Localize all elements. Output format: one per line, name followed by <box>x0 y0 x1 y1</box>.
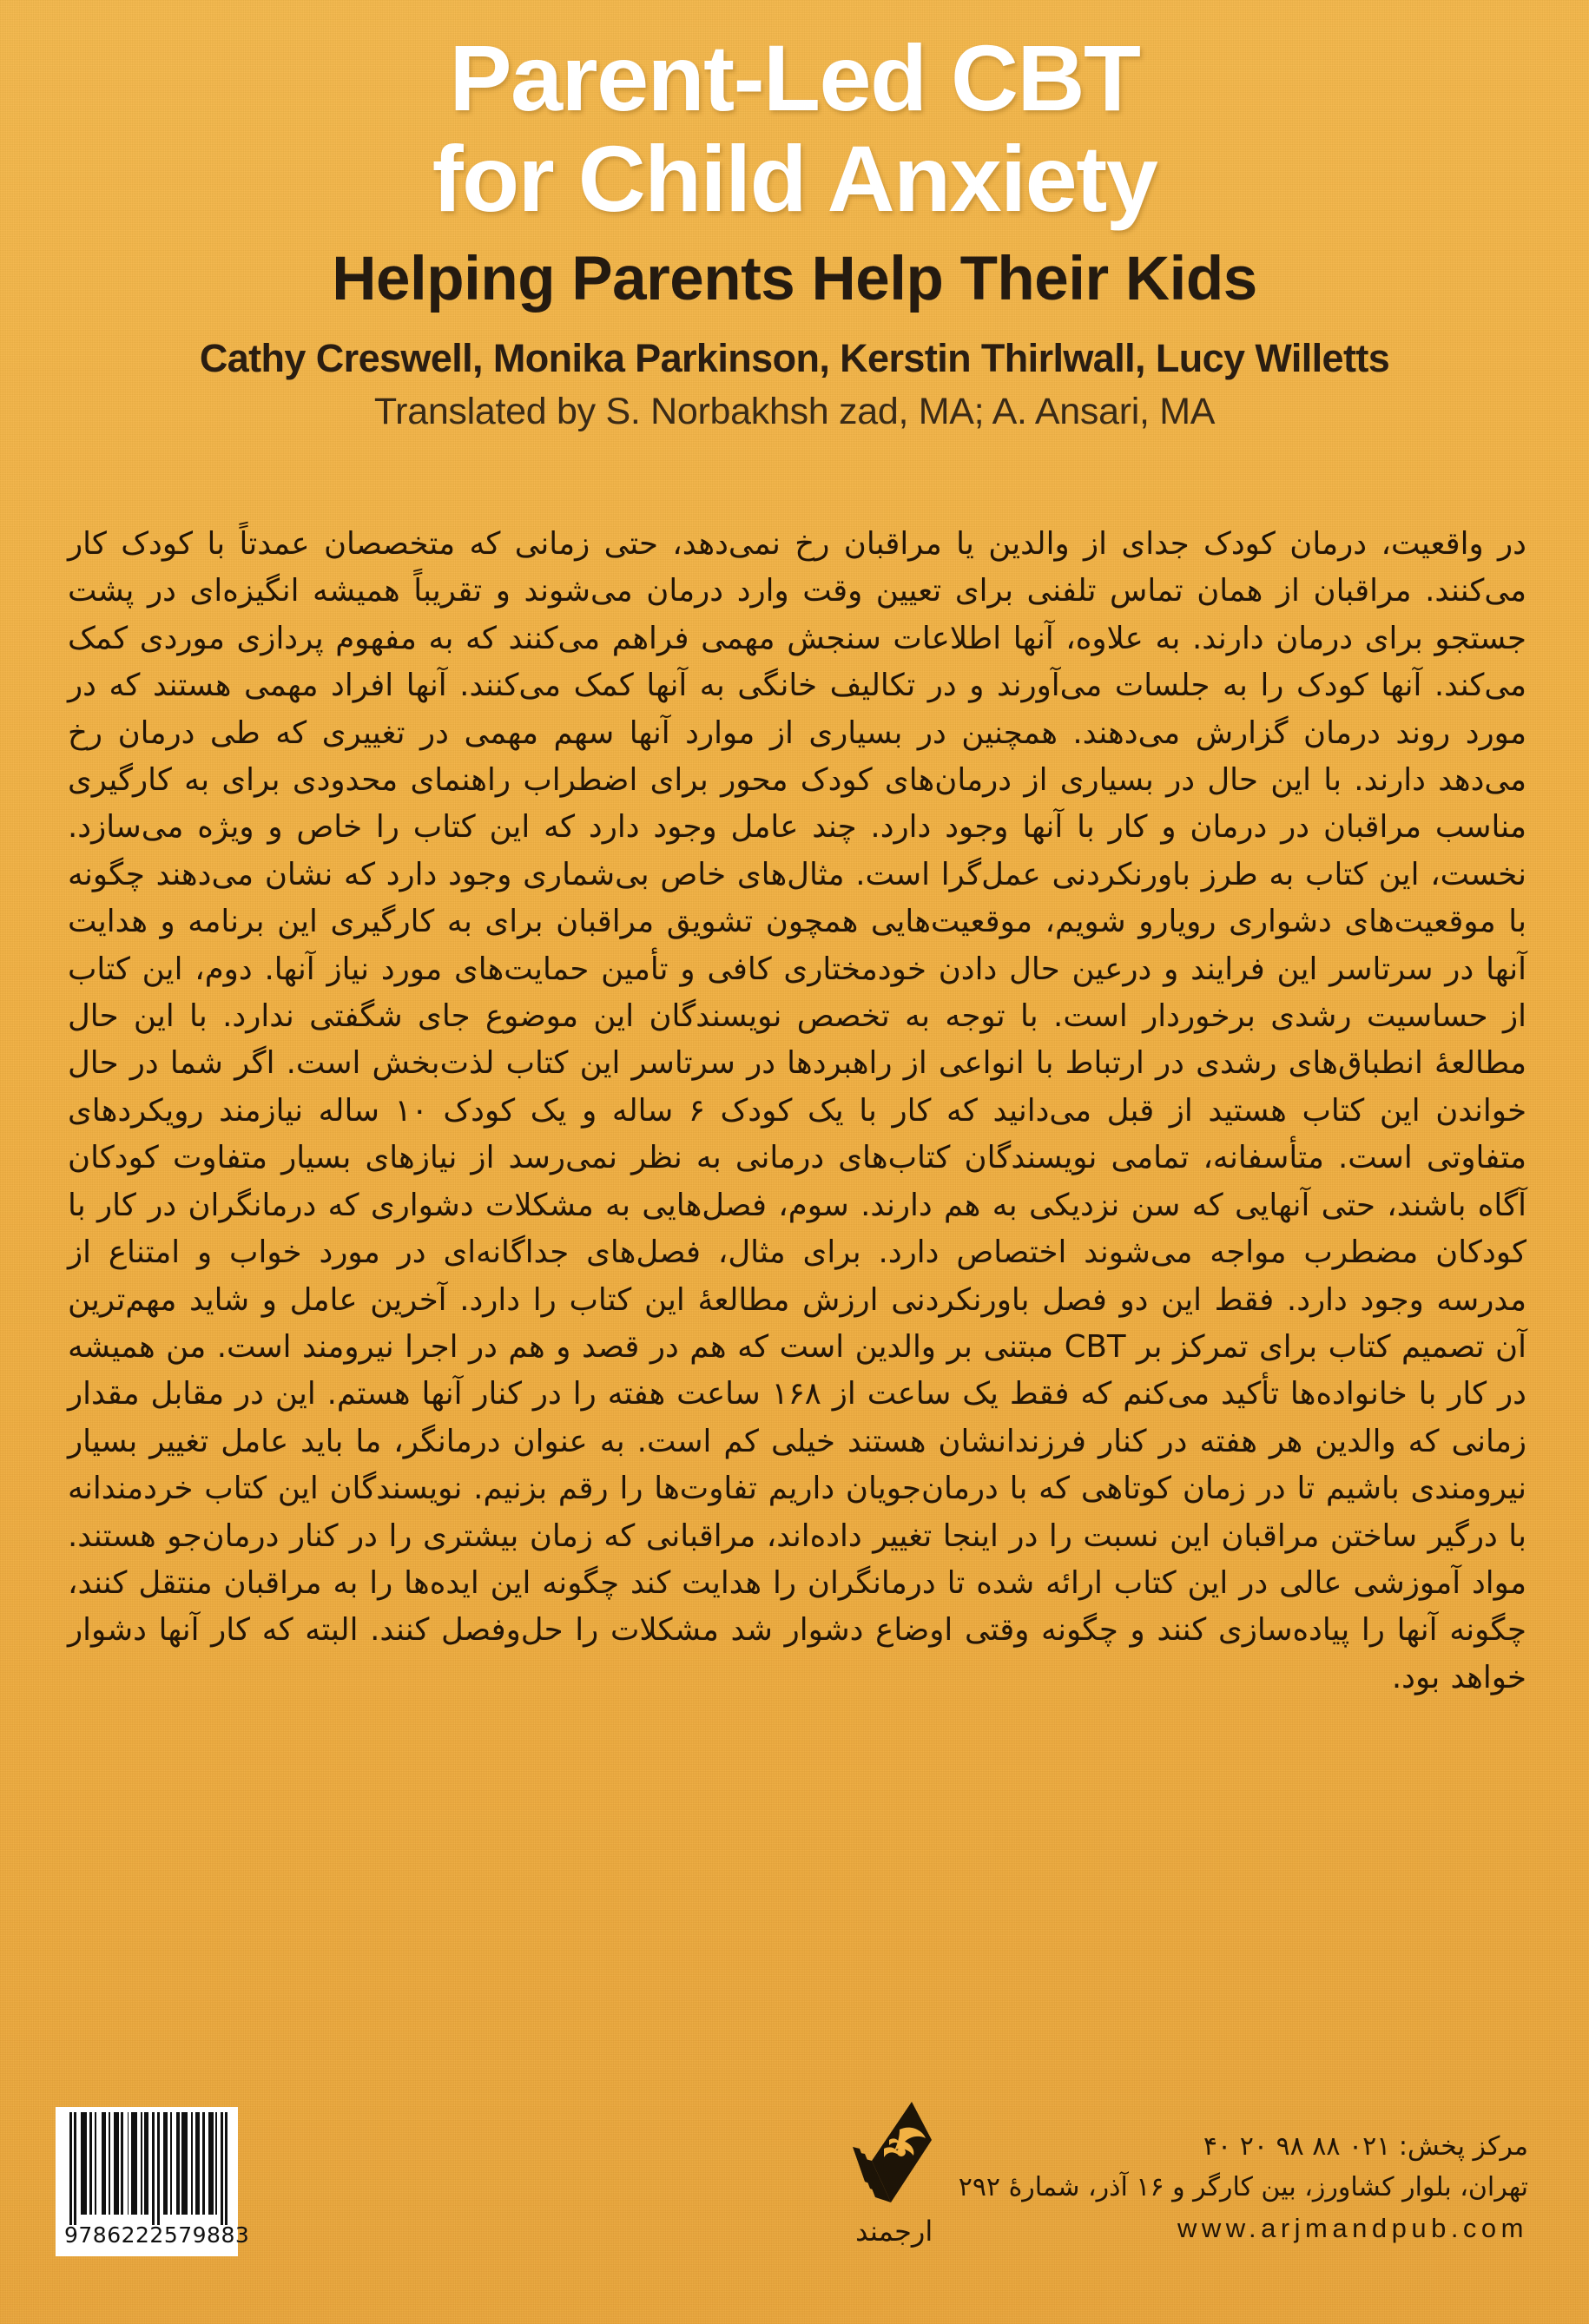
book-authors: Cathy Creswell, Monika Parkinson, Kerstin Thirlwall, Lucy Willetts <box>199 336 1390 381</box>
publisher-logo-name: ارجمند <box>855 2215 933 2248</box>
book-translators: Translated by S. Norbakhsh zad, MA; A. Ansari, MA <box>373 391 1216 433</box>
publisher-logo <box>846 2100 943 2249</box>
publisher-block <box>846 2100 1528 2249</box>
book-title-line-1: Parent-Led CBT <box>449 25 1140 130</box>
book-subtitle: Helping Parents Help Their Kids <box>332 244 1257 313</box>
back-cover-blurb <box>68 521 1526 1702</box>
isbn-barcode <box>56 2107 250 2256</box>
publisher-website[interactable]: www.arjmandpub.com <box>1177 2213 1528 2243</box>
arjmand-book-logo-icon <box>849 2100 936 2206</box>
blurb-paragraph: در واقعیت، درمان کودک جدای از والدین یا مراقبان رخ نمی‌دهد، حتی زمانی که متخصصان عمدتاً با کودک کار می‌کنند. مراقبان از همان تماس تلفنی برای تعیین وقت وارد درمان می‌شوند و تقریباً همیشه انگیزه‌ای در پشت جستجو برای درمان دارند. به علاوه، آنها اطلاعات سنجش مهمی فراهم می‌کنند که به مفهوم پردازی موردی کمک می‌کند. آنها کودک را به جلسات می‌آورند و در تکالیف خانگی به آنها کمک می‌کنند. آنها افراد مهمی هستند که در مورد روند درمان گزارش می‌دهند. همچنین در بسیاری از موارد آنها سهم مهمی در تغییری که طی درمان رخ می‌دهد دارند. با این حال در بسیاری از درمان‌های کودک محور برای اضطراب راهنمای محدودی برای به کارگیری مناسب مراقبان در درمان و کار با آنها وجود دارد. چند عامل وجود دارد که این کتاب را خاص و ویژه می‌سازد. نخست، این کتاب به طرز باورنکردنی عمل‌گرا است. مثال‌های خاص بی‌شماری وجود دارد که نشان می‌دهند چگونه با موقعیت‌های دشواری رویارو شویم، موقعیت‌هایی همچون تشویق مراقبان برای به کارگیری این برنامه و هدایت آنها در سرتاسر این فرایند و درعین حال دادن خودمختاری کافی و تأمین حمایت‌های مورد نیاز آنها. دوم، این کتاب از حساسیت رشدی برخوردار است. با توجه به تخصص نویسندگان این موضوع جای شگفتی ندارد. با این حال مطالعهٔ انطباق‌های رشدی در ارتباط با انواعی از راهبردها در سرتاسر این کتاب لذت‌بخش است. اگر شما در حال خواندن این کتاب هستید از قبل می‌دانید که کار با یک کودک ۶ ساله و یک کودک ۱۰ ساله نیازمند رویکردهای متفاوتی است. متأسفانه، تمامی نویسندگان کتاب‌های درمانی به نظر نمی‌رسد از نیازهای بسیار متفاوت کودکان آگاه باشند، حتی آنهایی که سن نزدیکی به هم دارند. سوم، فصل‌هایی به مشکلات دشواری که درمانگران در کار با کودکان مضطرب مواجه می‌شوند اختصاص دارد. برای مثال، فصل‌های جداگانه‌ای در مورد خواب و امتناع از مدرسه وجود دارد. فقط این دو فصل باورنکردنی ارزش مطالعهٔ این کتاب را دارد. آخرین عامل و شاید مهم‌ترین آن تصمیم کتاب برای تمرکز بر CBT مبتنی بر والدین است که هم در قصد و هم در اجرا نیرومند است. من همیشه در کار با خانواده‌ها تأکید می‌کنم که فقط یک ساعت از ۱۶۸ ساعت هفته را در کنار آنها هستم. این در مقابل مقدار زمانی که والدین هر هفته در کنار فرزندانشان هستند خیلی کم است. به عنوان درمانگر، ما باید عامل تغییر بسیار نیرومندی باشیم تا در زمان کوتاهی که با درمان‌جویان داریم تفاوت‌ها را رقم بزنیم. نویسندگان این کتاب خردمندانه با درگیر ساختن مراقبان این نسبت را در اینجا تغییر داده‌اند، مراقبانی که زمان بیشتری را در کنار درمان‌جو هستند. مواد آموزشی عالی در این کتاب ارائه شده تا درمانگران را هدایت کند چگونه این ایده‌ها را به مراقبان منتقل کنند، چگونه آنها را پیاده‌سازی کنند و چگونه وقتی اوضاع دشوار شد مشکلات را حل‌وفصل کنند. البته که کار آنها دشوار خواهد بود. <box>68 526 1527 1695</box>
title-block <box>0 25 1589 433</box>
book-title-line-2: for Child Anxiety <box>432 126 1157 232</box>
publisher-address-line: تهران، بلوار کشاورز، بین کارگر و ۱۶ آذر، شمارهٔ ۲۹۲ <box>958 2172 1528 2202</box>
barcode-digit-group-2: 786222 <box>78 2222 164 2248</box>
barcode-digit-group-3: 579883 <box>163 2222 250 2248</box>
publisher-distribution-line: مرکز پخش: ۰۲۱ ۸۸ ۹۸ ۲۰ ۴۰ <box>1203 2131 1528 2162</box>
barcode-bars <box>69 2112 227 2225</box>
barcode-digits <box>64 2222 250 2248</box>
barcode-digit-group-1: 9 <box>64 2222 79 2248</box>
